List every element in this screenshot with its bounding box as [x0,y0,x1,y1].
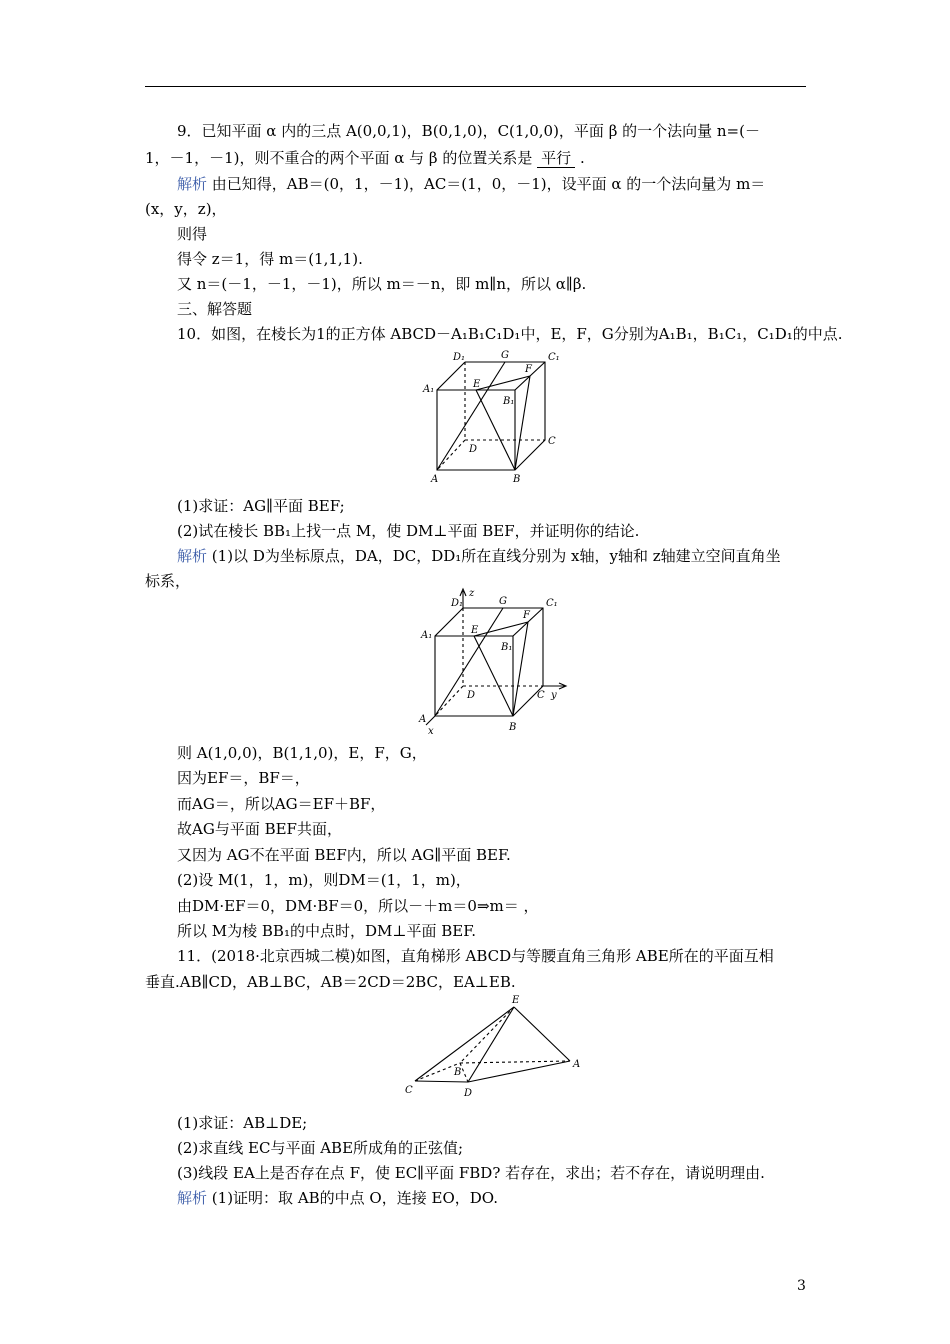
q9-solution-label: 解析 [177,175,208,193]
q11-line2: 垂直.AB∥CD，AB⊥BC，AB＝2CD＝2BC，EA⊥EB. [145,973,516,991]
fig2-label-x: x [428,726,434,737]
fig2-label-F: F [523,610,530,621]
q11-part2: (2)求直线 EC与平面 ABE所成角的正弦值; [177,1139,464,1157]
fig1-label-C: C [548,436,556,447]
fig2-label-D1: D₁ [451,598,464,609]
fig3-label-A: A [573,1059,581,1070]
section-heading: 三、解答题 [177,300,253,318]
cube-figure-1 [415,340,575,490]
q11-part1: (1)求证：AB⊥DE; [177,1114,308,1132]
q10-part1: (1)求证：AG∥平面 BEF; [177,497,345,515]
fig2-label-D: D [467,690,476,701]
fig2-label-y: y [551,690,557,701]
q10-step2: 因为EF＝，BF＝， [177,769,310,787]
q11-solution-label: 解析 [177,1189,208,1207]
q10-solution-label: 解析 [177,547,208,565]
fig3-label-D: D [464,1088,473,1099]
fig1-label-G: G [501,350,509,361]
pyramid-figure [400,995,590,1105]
q10-solution-line2: 标系， [145,572,191,590]
q10-step5: 又因为 AG不在平面 BEF内，所以 AG∥平面 BEF. [177,846,511,864]
fig2-label-E: E [471,625,479,636]
fig1-label-F: F [525,364,532,375]
q11-solution-text1: (1)证明：取 AB的中点 O，连接 EO，DO. [211,1189,498,1207]
q9-line2-text: 1，－1，－1)，则不重合的两个平面 α 与 β 的位置关系是 [145,149,533,167]
q9-line2-end: . [579,149,585,167]
page-number: 3 [797,1278,806,1294]
header-rule [145,86,806,87]
fig2-label-A1: A₁ [421,630,433,641]
q10-step7: 由DM·EF＝0，DM·BF＝0，所以－＋m＝0⇒m＝ ， [177,897,539,915]
q9-line1: 9．已知平面 α 内的三点 A(0,0,1)，B(0,1,0)，C(1,0,0)，平面 β 的一个法向量 n=(－ [177,122,760,140]
fig1-label-D: D [469,444,478,455]
fig3-label-E: E [512,995,520,1006]
fig2-label-C1: C₁ [546,598,558,609]
q9-solution-line3: 则得 [177,225,208,243]
fig3-label-C: C [405,1085,413,1096]
fig1-label-B: B [513,474,521,485]
q10-step3: 而AG＝，所以AG＝EF＋BF， [177,795,386,813]
fig3-label-B: B [454,1067,462,1078]
q9-solution-line4: 得令 z＝1，得 m＝(1,1,1). [177,250,363,268]
fig2-label-B: B [509,722,517,733]
fig1-label-B1: B₁ [503,396,515,407]
q9-solution-text1: 由已知得，AB＝(0，1，－1)，AC＝(1，0，－1)，设平面 α 的一个法向量为 m＝ [211,175,766,193]
fig1-label-A1: A₁ [423,384,435,395]
cube-figure-2 [413,586,578,736]
fig1-label-C1: C₁ [548,352,560,363]
q9-solution-line5: 又 n＝(－1，－1，－1)，所以 m＝－n，即 m∥n，所以 α∥β. [177,275,587,293]
q9-answer-blank: 平行 [537,149,575,168]
q9-solution-line2: (x，y，z)， [145,200,227,218]
q10-part2: (2)试在棱长 BB₁上找一点 M，使 DM⊥平面 BEF，并证明你的结论. [177,522,640,540]
fig2-label-G: G [499,596,507,607]
q10-solution-text1: (1)以 D为坐标原点，DA，DC，DD₁所在直线分别为 x轴，y轴和 z轴建立空间直角坐 [211,547,781,565]
q9-line2 [145,148,585,168]
q10-step6: (2)设 M(1，1，m)，则DM＝(1，1，m)， [177,871,471,889]
fig2-label-A: A [419,714,427,725]
q10-step8: 所以 M为棱 BB₁的中点时，DM⊥平面 BEF. [177,922,477,940]
q10-solution-line1 [177,546,781,566]
q11-solution-line1 [177,1188,498,1208]
q10-line1: 10．如图，在棱长为1的正方体 ABCD－A₁B₁C₁D₁中，E，F，G分别为A₁B₁，B₁C₁，C₁D₁的中点. [177,325,843,343]
q11-part3: (3)线段 EA上是否存在点 F，使 EC∥平面 FBD? 若存在，求出；若不存在，请说明理由. [177,1164,765,1182]
fig2-label-z: z [469,588,475,599]
fig1-label-A: A [431,474,439,485]
q11-line1: 11．(2018·北京西城二模)如图，直角梯形 ABCD与等腰直角三角形 ABE所在的平面互相 [177,947,774,965]
q10-step1: 则 A(1,0,0)，B(1,1,0)，E，F，G， [177,744,427,762]
q9-solution-line1 [177,174,765,194]
fig1-label-D1: D₁ [453,352,466,363]
fig1-label-E: E [473,379,481,390]
fig2-label-B1: B₁ [501,642,513,653]
q10-step4: 故AG与平面 BEF共面， [177,820,342,838]
fig2-label-C: C [537,690,545,701]
